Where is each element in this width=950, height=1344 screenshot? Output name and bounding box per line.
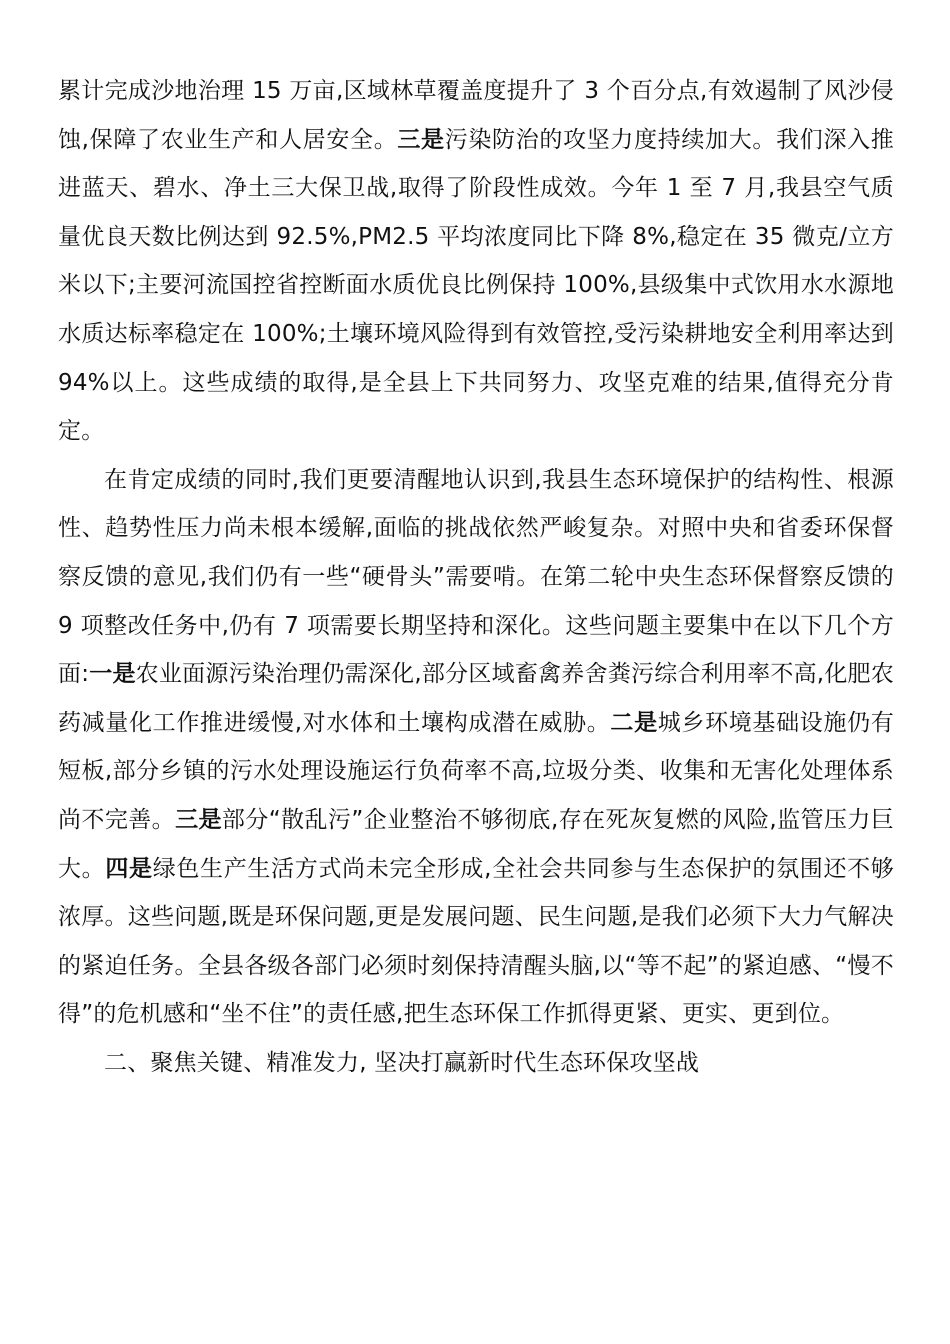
paragraph-2 xyxy=(58,456,894,1039)
paragraph-2-text-a: 在肯定成绩的同时,我们更要清醒地认识到,我县生态环境保护的结构性、根源性、趋势性压力尚未根本缓解,面临的挑战依然严峻复杂。对照中央和省委环保督察反馈的意见,我们仍有一些“硬骨头”需要啃。在第二轮中央生态环保督察反馈的 9 项整改任务中,仍有 7 项需要长期坚持和深化。这些问题主要集中在以下几个方面: xyxy=(58,466,894,688)
section-heading: 二、聚焦关键、精准发力, 坚决打赢新时代生态环保攻坚战 xyxy=(104,1049,700,1076)
paragraph-2-text-b: 农业面源污染治理仍需深化,部分区域畜禽养舍粪污综合利用率不高,化肥农药减量化工作推进缓慢,对水体和土壤构成潜在威胁。 xyxy=(58,661,894,736)
paragraph-1 xyxy=(58,67,894,456)
paragraph-1-bold-marker-sanshi: 三是 xyxy=(397,126,445,153)
paragraph-2-bold-marker-sishi: 四是 xyxy=(105,855,153,882)
paragraph-2-text-d: 部分“散乱污”企业整治不够彻底,存在死灰复燃的风险,监管压力巨大。 xyxy=(58,806,895,882)
paragraph-2-bold-marker-ershi: 二是 xyxy=(610,709,658,736)
paragraph-2-bold-marker-sanshi: 三是 xyxy=(175,806,222,833)
paragraph-1-text-b: 污染防治的攻坚力度持续加大。我们深入推进蓝天、碧水、净土三大保卫战,取得了阶段性成效。今年 1 至 7 月,我县空气质量优良天数比例达到 92.5%,PM2.5 平均浓度同比下降 8%,稳定在 35 微克/立方米以下;主要河流国控省控断面水质优良比例保持 100%,县级集中式饮用水水源地水质达标率稳定在 100%;土壤环境风险得到有效管控,受污染耕地安全利用率达到 94%以上。这些成绩的取得,是全县上下共同努力、攻坚克难的结果,值得充分肯定。 xyxy=(58,126,894,445)
document-page xyxy=(58,67,894,1087)
paragraph-1-text-a: 累计完成沙地治理 15 万亩,区域林草覆盖度提升了 3 个百分点,有效遏制了风沙侵蚀,保障了农业生产和人居安全。 xyxy=(58,78,894,153)
paragraph-2-bold-marker-yishi: 一是 xyxy=(89,661,136,688)
paragraph-2-text-e: 绿色生产生活方式尚未完全形成,全社会共同参与生态保护的氛围还不够浓厚。这些问题,既是环保问题,更是发展问题、民生问题,是我们必须下大力气解决的紧迫任务。全县各级各部门必须时刻保持清醒头脑,以“等不起”的紧迫感、“慢不得”的危机感和“坐不住”的责任感,把生态环保工作抓得更紧、更实、更到位。 xyxy=(58,855,894,1028)
paragraph-2-text-c: 城乡环境基础设施仍有短板,部分乡镇的污水处理设施运行负荷率不高,垃圾分类、收集和无害化处理体系尚不完善。 xyxy=(58,709,894,833)
